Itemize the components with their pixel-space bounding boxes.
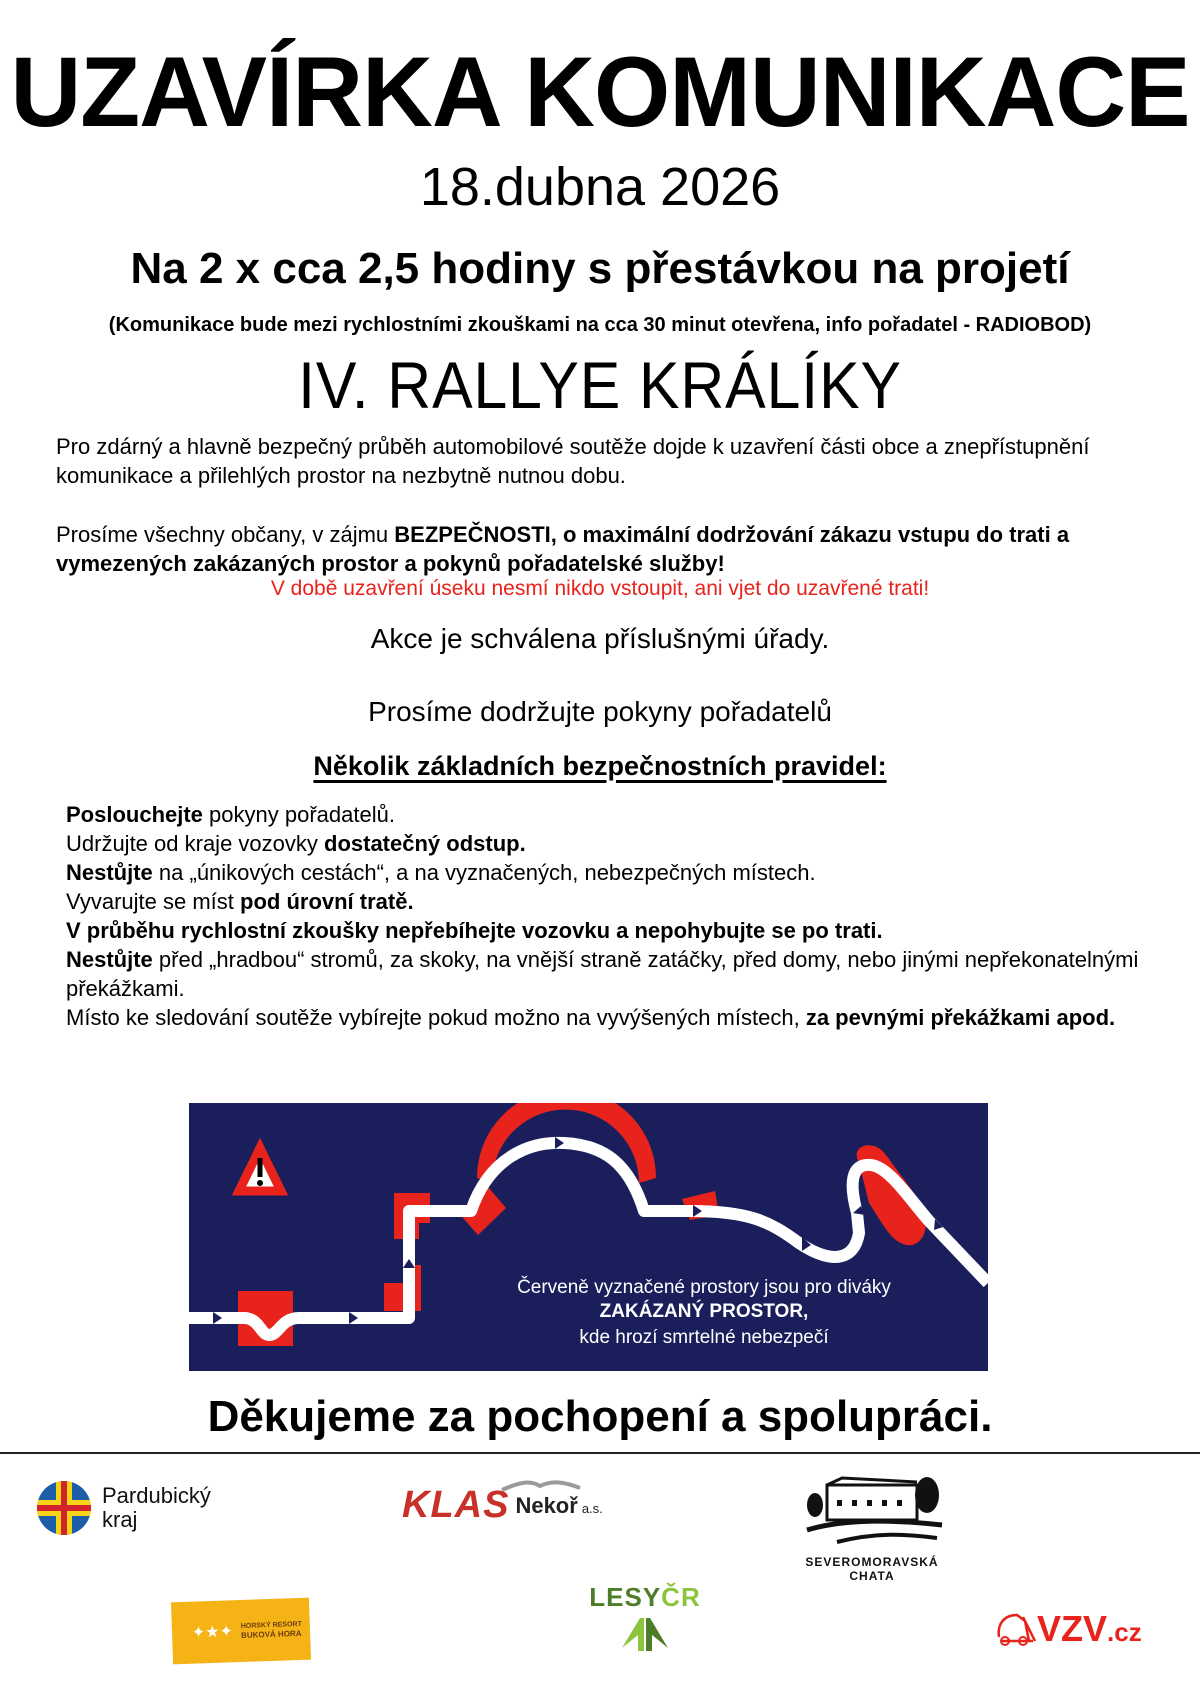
- lesy-part2: ČR: [661, 1582, 701, 1612]
- rule-bold: V průběhu rychlostní zkoušky nepřebíhejte vozovku a nepohybujte se po trati.: [66, 918, 883, 943]
- closure-note: (Komunikace bude mezi rychlostními zkouškami na cca 30 minut otevřena, info pořadatel - RADIOBOD): [108, 314, 1092, 336]
- rule-bold: za pevnými překážkami apod.: [805, 1005, 1116, 1030]
- chata-name: SEVEROMORAVSKÁ CHATA: [805, 1555, 939, 1583]
- rule-text: na „únikových cestách“, a na vyznačených, nebezpečných místech.: [152, 860, 816, 885]
- logo-severomoravska-chata: [792, 1470, 952, 1583]
- rule-text: pokyny pořadatelů.: [202, 802, 395, 827]
- red-warning: V době uzavření úseku nesmí nikdo vstoupit, ani vjet do uzavřené trati!: [270, 577, 930, 600]
- bukova-line2: BUKOVÁ HORA: [240, 1628, 302, 1640]
- lesy-text: [585, 1582, 705, 1613]
- rule-item: [66, 1003, 1146, 1032]
- klas-brand: KLAS: [402, 1484, 510, 1526]
- rule-item: [66, 916, 1146, 945]
- klas-roof-icon: [500, 1478, 582, 1494]
- logo-lesy-cr: [585, 1582, 705, 1658]
- safety-appeal: [56, 520, 1166, 578]
- event-date: 18.dubna 2026: [419, 157, 781, 217]
- chata-building-icon: [797, 1470, 947, 1550]
- logo-vzv: [995, 1608, 1142, 1650]
- rule-bold: Nestůjte: [66, 860, 153, 885]
- rule-text: Udržujte od kraje vozovky: [66, 831, 324, 856]
- logo-klas-nekor: [402, 1484, 603, 1527]
- safety-appeal-bold: BEZPEČNOSTI, o maximální dodržování zákazu vstupu do trati a vymezených zakázaných prostor a pokynů pořadatelské služby!: [56, 522, 1070, 576]
- pardubicky-text: [102, 1484, 211, 1532]
- bukova-badge: [171, 1598, 311, 1665]
- warning-triangle-icon: [239, 1148, 281, 1191]
- rule-text: před „hradbou“ stromů, za skoky, na vnější straně zatáčky, před domy, nebo jinými nepřekonatelnými překážkami.: [66, 947, 1139, 1001]
- logo-bukova-hora: [172, 1600, 310, 1662]
- lesy-tree-icon: [620, 1613, 670, 1653]
- danger-zone-diagram: [189, 1103, 988, 1371]
- thanks-text: Děkujeme za pochopení a spolupráci.: [207, 1392, 993, 1441]
- diagram-caption-line2: ZAKÁZANÝ PROSTOR,: [599, 1301, 809, 1322]
- event-name: IV. RALLYE KRÁLÍKY: [298, 348, 902, 422]
- rule-text: Vyvarujte se míst: [66, 889, 241, 914]
- klas-name-text: Nekoř: [515, 1492, 578, 1518]
- diagram-caption-line1: Červeně vyznačené prostory jsou pro diváky: [517, 1277, 891, 1298]
- page-title: UZAVÍRKA KOMUNIKACE: [10, 36, 1190, 147]
- stars-icon: ✦★✦: [191, 1623, 234, 1642]
- rules-heading: [0, 753, 1200, 780]
- rule-item: [66, 858, 1146, 887]
- pardubicky-emblem-icon: [36, 1480, 92, 1536]
- logo-pardubicky-kraj: [36, 1480, 211, 1536]
- closure-duration: Na 2 x cca 2,5 hodiny s přestávkou na projetí: [130, 244, 1070, 293]
- rule-text: Místo ke sledování soutěže vybírejte pokud možno na vyvýšených místech,: [66, 1005, 806, 1030]
- rule-bold: dostatečný odstup.: [324, 831, 526, 856]
- rules-heading-text: Několik základních bezpečnostních pravidel:: [313, 751, 887, 781]
- intro-paragraph: Pro zdárný a hlavně bezpečný průběh automobilové soutěže dojde k uzavření části obce a znepřístupnění komunikace a přilehlých prostor na nezbytně nutnou dobu.: [56, 434, 1090, 488]
- obey-organizers-text: Prosíme dodržujte pokyny pořadatelů: [368, 696, 832, 727]
- rules-list: [66, 800, 1146, 1032]
- klas-name: [515, 1493, 602, 1519]
- approval-text: Akce je schválena příslušnými úřady.: [370, 623, 830, 654]
- rule-bold: pod úrovní tratě.: [240, 889, 414, 914]
- rule-item: [66, 829, 1146, 858]
- safety-appeal-text: Prosíme všechny občany, v zájmu: [56, 522, 395, 547]
- rule-item: [66, 887, 1146, 916]
- vzv-brand: VZV: [1037, 1608, 1108, 1649]
- forklift-icon: [995, 1611, 1037, 1647]
- pardubicky-line2: kraj: [102, 1507, 138, 1532]
- klas-suffix: a.s.: [581, 1500, 603, 1516]
- lesy-part1: LESY: [589, 1582, 662, 1612]
- pardubicky-line1: Pardubický: [102, 1483, 211, 1508]
- diagram-caption-line3: kde hrozí smrtelné nebezpečí: [579, 1327, 829, 1348]
- rule-item: [66, 945, 1146, 1003]
- bukova-line1: HORSKÝ RESORT: [240, 1620, 302, 1631]
- rule-bold: Poslouchejte: [66, 802, 203, 827]
- vzv-text: [1037, 1608, 1142, 1650]
- vzv-suffix: .cz: [1107, 1617, 1142, 1647]
- footer-divider: [0, 1452, 1200, 1454]
- rule-item: [66, 800, 1146, 829]
- bukova-text: [241, 1620, 303, 1640]
- rule-bold: Nestůjte: [66, 947, 153, 972]
